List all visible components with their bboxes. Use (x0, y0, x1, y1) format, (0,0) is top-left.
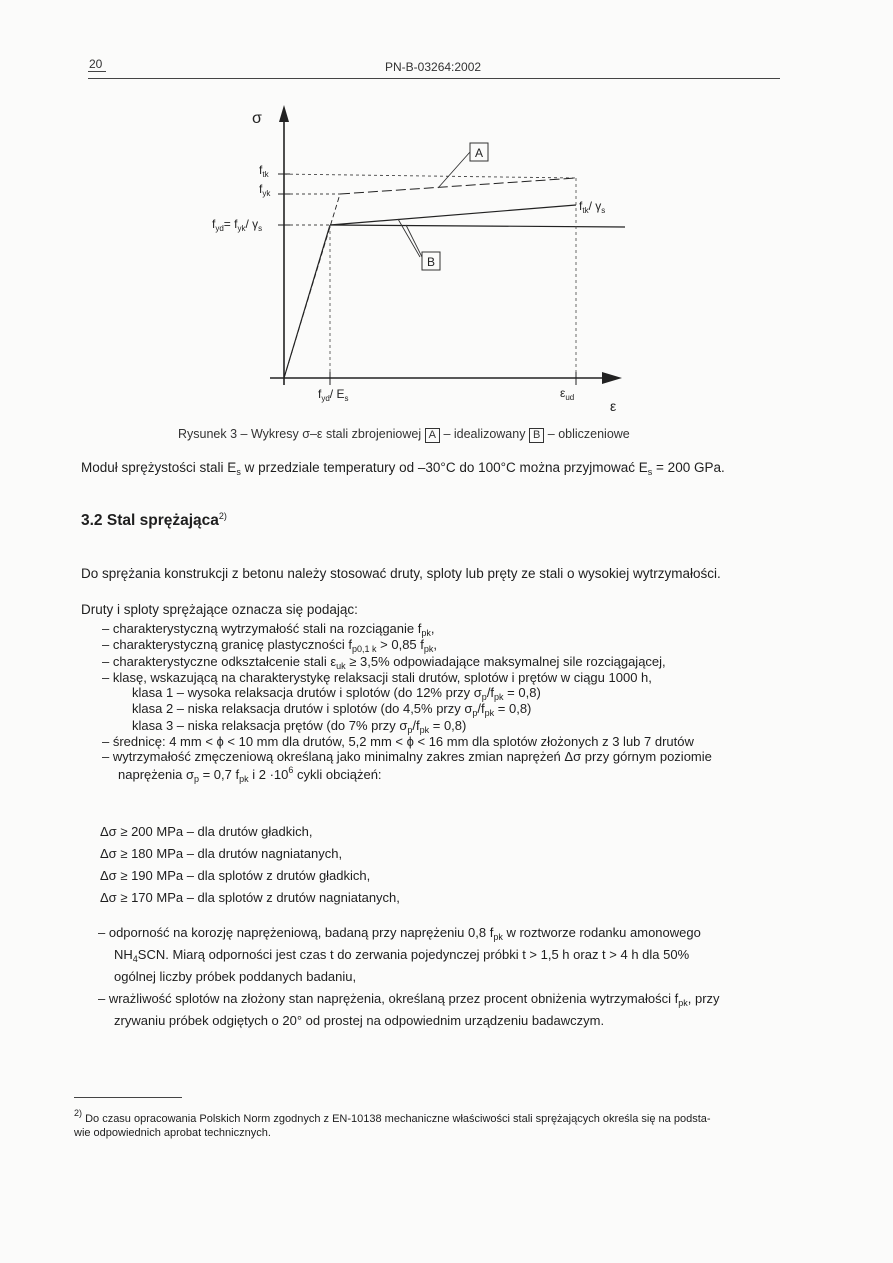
label-a-leader (438, 152, 470, 188)
list-item: klasa 2 – niska relaksacja drutów i splotów (do 4,5% przy $\sigma_p/f_{pk} = 0,8$) (132, 701, 532, 719)
epsilon-axis-arrow (602, 372, 622, 384)
ftk-dashed-line (278, 174, 576, 178)
eud-label: $\varepsilon_{ud}$ (560, 386, 575, 402)
requirements-list (102, 622, 712, 784)
label-b-leader-1 (398, 219, 420, 257)
bending-item: – wrażliwość splotów na złożony stan naprężenia, określaną przez procent obniżenia wytrzymałości $f_{pk}$, przy zrywaniu próbek odgiętych o 20° od prostej na odpowiednim urządzeniu badawczym. (98, 991, 720, 1028)
ftk-gamma-label: $f_{tk}/$ $\gamma_s$ (579, 199, 606, 215)
caption-mid: – idealizowany (443, 427, 526, 441)
list-item: – charakterystyczne odkształcenie stali $\varepsilon_{uk} \ge 3,5\%$ odpowiadające maksymalnej sile rozciągającej, (102, 653, 666, 671)
standard-code: PN-B-03264:2002 (385, 60, 482, 74)
fatigue-item: Δσ ≥ 170 MPa – dla splotów z drutów nagniatanych, (100, 890, 400, 905)
footnote: $^{2)}$ Do czasu opracowania Polskich Norm zgodnych z EN-10138 mechaniczne właściwości stali sprężających określa się na podsta- wie odpowiednich aprobat technicznych. (74, 1108, 711, 1140)
fyd-es-label: $f_{yd}/$ $E_s$ (318, 387, 349, 403)
intro-paragraph: Do sprężania konstrukcji z betonu należy stosować druty, sploty lub pręty ze stali o wysokiej wytrzymałości. (81, 566, 721, 581)
list-intro: Druty i sploty sprężające oznacza się podając: (81, 602, 358, 617)
sigma-axis-arrow (279, 105, 289, 122)
corrosion-item: – odporność na korozję naprężeniową, badaną przy naprężeniu 0,8 $f_{pk}$ w roztworze rodanku amonowego $NH_4SCN$. Miarą odporności jest czas t do zerwania pojedynczej próbki t > 1,5 h oraz t > 4 h dla 50% ogólnej liczby próbek poddanych badaniu, (98, 925, 701, 984)
caption-box-a: A (425, 428, 440, 443)
fatigue-item: Δσ ≥ 180 MPa – dla drutów nagniatanych, (100, 846, 343, 861)
label-b-text: B (426, 255, 436, 269)
stress-strain-figure (190, 95, 650, 415)
list-item: – klasę, wskazującą na charakterystykę relaksacji stali drutów, splotów i prętów w ciągu 1000 h, (102, 670, 652, 686)
fatigue-list (100, 821, 400, 909)
fatigue-item: Δσ ≥ 200 MPa – dla drutów gładkich, (100, 824, 313, 839)
section-heading: 3.2 Stal sprężająca$^{2)}$ (81, 511, 227, 529)
curve-a-hardening (340, 178, 576, 194)
epsilon-label: ε (610, 398, 617, 414)
label-b-leader-2 (406, 225, 422, 257)
curve-b-elastic (284, 225, 330, 378)
list-item: klasa 1 – wysoka relaksacja drutów i splotów (do 12% przy $\sigma_p/f_{pk} = 0,8$) (132, 684, 541, 702)
fatigue-item: Δσ ≥ 190 MPa – dla splotów z drutów gładkich, (100, 868, 371, 883)
header-rule-short (88, 71, 106, 72)
page-number: 20 (89, 57, 103, 71)
curve-b-inclined (330, 205, 576, 225)
fyd-equation-label: $f_{yd}= f_{yk}/$ $\gamma_s$ (212, 217, 263, 233)
sigma-label: σ (252, 110, 262, 127)
footnote-rule (74, 1097, 182, 1098)
header-rule (88, 78, 780, 79)
caption-box-b: B (529, 428, 544, 443)
curve-b-horizontal (330, 225, 625, 227)
caption-prefix: Rysunek 3 – Wykresy σ–ε stali zbrojeniowej (178, 427, 422, 441)
list-item: klasa 3 – niska relaksacja prętów (do 7% przy $\sigma_p/f_{pk} = 0,8$) (132, 717, 467, 735)
list-item: – charakterystyczną wytrzymałość stali na rozciąganie $f_{pk}$, (102, 621, 435, 638)
fyk-label: $f_{yk}$ (259, 182, 271, 198)
figure-caption (178, 427, 630, 443)
list-item: – wytrzymałość zmęczeniową określaną jako minimalny zakres zmian naprężeń Δσ przy górnym poziomie (102, 748, 712, 764)
label-a-text: A (474, 146, 484, 160)
list-item: – charakterystyczną granicę plastyczności $f_{p0,1 k} > 0,85$ $f_{pk}$, (102, 637, 438, 655)
list-item: naprężenia $\sigma_p = 0,7$ $f_{pk}$ i $2 \cdot 10^6$ cykli obciążeń: (118, 764, 382, 784)
caption-suffix: – obliczeniowe (547, 427, 630, 441)
ftk-label: $f_{tk}$ (259, 163, 269, 179)
stress-strain-chart (190, 95, 650, 415)
modulus-paragraph: Moduł sprężystości stali $E_s$ w przedziale temperatury od –30°C do 100°C można przyjmować $E_s = 200$ GPa. (81, 460, 725, 477)
list-item: – średnicę: 4 mm < ϕ < 10 mm dla drutów, 5,2 mm < ϕ < 16 mm dla splotów złożonych z 3 lub 7 drutów (102, 734, 694, 749)
